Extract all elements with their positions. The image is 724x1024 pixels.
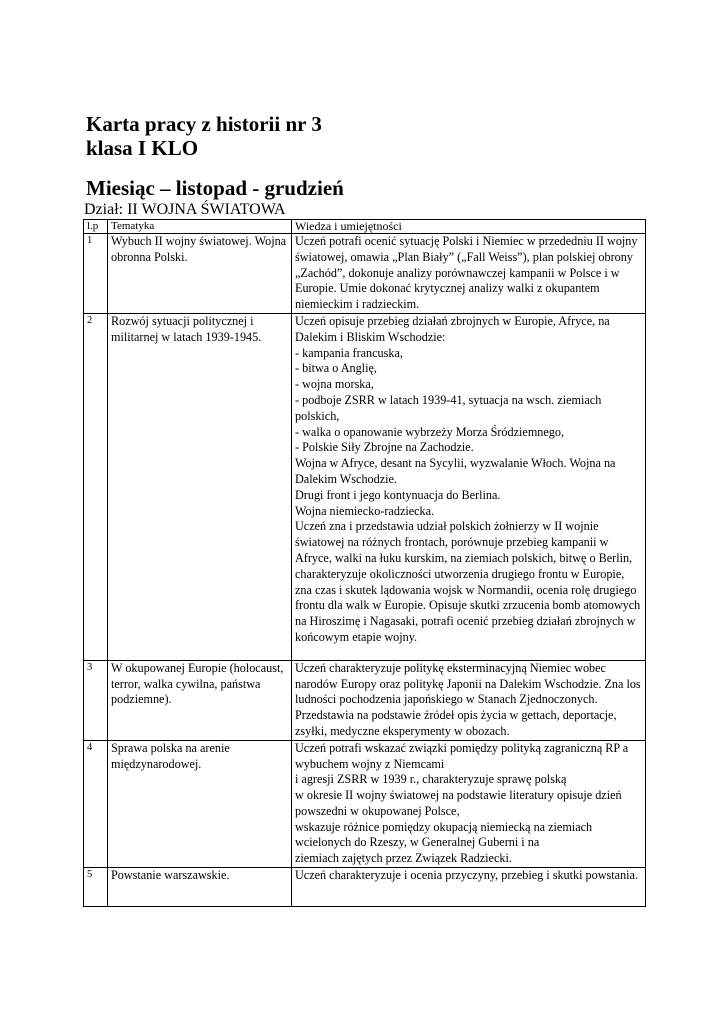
section-label: Dział: II WOJNA ŚWIATOWA — [84, 201, 286, 218]
column-header-knowledge: Wiedza i umiejętności — [292, 220, 646, 234]
table-row — [84, 740, 646, 867]
row-topic: W okupowanej Europie (holocaust, terror, walka cywilna, państwa podziemne). — [108, 660, 292, 740]
class-label: klasa I KLO — [86, 136, 199, 160]
table-row — [84, 660, 646, 740]
curriculum-table — [83, 219, 646, 907]
row-topic: Wybuch II wojny światowej. Wojna obronna Polski. — [108, 234, 292, 314]
row-number: 2 — [84, 313, 108, 660]
row-number: 4 — [84, 740, 108, 867]
table-header-row — [84, 220, 646, 234]
row-topic: Powstanie warszawskie. — [108, 868, 292, 907]
row-content: Uczeń potrafi ocenić sytuację Polski i Niemiec w przededniu II wojny światowej, omawia „Plan Biały” („Fall Weiss”), plan polskiej obrony „Zachód”, dokonuje analizy porównawczej kampanii w Polsce i w Europie. Umie dokonać krytycznej analizy walki z okupantem niemieckim i radzieckim. — [292, 234, 646, 314]
column-header-topic: Tematyka — [108, 220, 292, 234]
row-content: Uczeń potrafi wskazać związki pomiędzy polityką zagraniczną RP a wybuchem wojny z Niemcami i agresji ZSRR w 1939 r., charakteryzuje sprawę polską w okresie II wojny światowej na podstawie literatury opisuje dzień powszedni w okupowanej Polsce, wskazuje różnice pomiędzy okupacją niemiecką na ziemiach wcielonych do Rzeszy, w Generalnej Guberni i na ziemiach zajętych przez Związek Radziecki. — [292, 740, 646, 867]
document-title: Karta pracy z historii nr 3 — [86, 112, 322, 136]
row-topic: Rozwój sytuacji politycznej i militarnej w latach 1939-1945. — [108, 313, 292, 660]
row-number: 1 — [84, 234, 108, 314]
column-header-lp: l.p — [84, 220, 108, 234]
row-content: Uczeń charakteryzuje i ocenia przyczyny, przebieg i skutki powstania. — [292, 868, 646, 907]
row-number: 5 — [84, 868, 108, 907]
row-content: Uczeń charakteryzuje politykę eksterminacyjną Niemiec wobec narodów Europy oraz politykę Japonii na Dalekim Wschodzie. Zna los ludności pochodzenia japońskiego w Stanach Zjednoczonych. Przedstawia na podstawie źródeł opis życia w gettach, deportacje, zsyłki, medyczne eksperymenty w obozach. — [292, 660, 646, 740]
table-row — [84, 234, 646, 314]
table-row — [84, 313, 646, 660]
row-topic: Sprawa polska na arenie międzynarodowej. — [108, 740, 292, 867]
month-heading: Miesiąc – listopad - grudzień — [86, 176, 344, 200]
row-content: Uczeń opisuje przebieg działań zbrojnych w Europie, Afryce, na Dalekim i Bliskim Wschodzie: - kampania francuska, - bitwa o Anglię, - wojna morska, - podboje ZSRR w latach 1939-41, sytuacja na wsch. ziemiach polskich, - walka o opanowanie wybrzeży Morza Śródziemnego, - Polskie Siły Zbrojne na Zachodzie. Wojna w Afryce, desant na Sycylii, wyzwalanie Włoch. Wojna na Dalekim Wschodzie. Drugi front i jego kontynuacja do Berlina. Wojna niemiecko-radziecka. Uczeń zna i przedstawia udział polskich żołnierzy w II wojnie światowej na różnych frontach, porównuje przebieg kampanii w Afryce, walki na łuku kurskim, na ziemiach polskich, bitwę o Berlin, charakteryzuje okoliczności utworzenia drugiego frontu w Europie, zna czas i skutek lądowania wojsk w Normandii, ocenia rolę drugiego frontu dla walk w Europie. Opisuje skutki zrzucenia bomb atomowych na Hiroszimę i Nagasaki, potrafi ocenić przebieg działań zbrojnych w końcowym etapie wojny. — [292, 313, 646, 660]
table-row — [84, 868, 646, 907]
row-number: 3 — [84, 660, 108, 740]
